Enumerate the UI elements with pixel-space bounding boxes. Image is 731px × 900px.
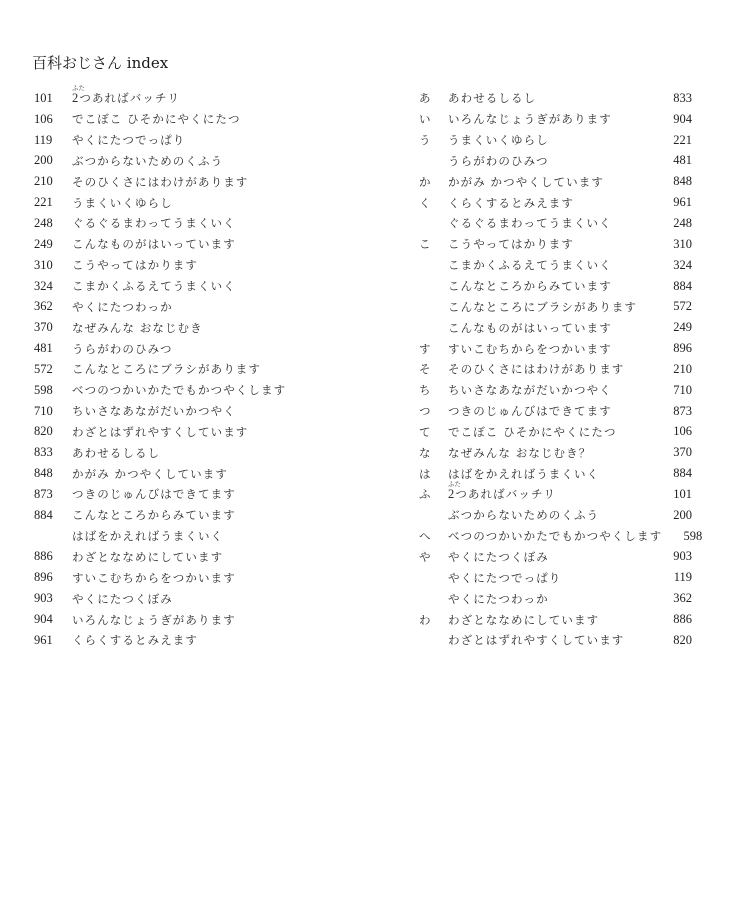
entry-title: ちいさなあながだいかつやく bbox=[72, 404, 236, 419]
entry-title: やくにたつでっぱり bbox=[72, 133, 186, 148]
index-row bbox=[34, 130, 394, 151]
entry-number-digit: 2 bbox=[448, 487, 456, 502]
index-row bbox=[34, 109, 394, 130]
kana-heading: つ bbox=[419, 404, 431, 419]
index-row bbox=[417, 547, 692, 568]
page-number: 873 bbox=[34, 486, 53, 501]
entry-title: そのひくさにはわけがあります bbox=[448, 362, 625, 377]
index-row bbox=[417, 338, 692, 359]
index-row bbox=[34, 401, 394, 422]
page-number: 820 bbox=[673, 632, 692, 647]
page-number: 221 bbox=[673, 132, 692, 147]
kana-heading: そ bbox=[419, 362, 431, 377]
entry-title: こんなところにブラシがあります bbox=[72, 362, 261, 377]
entry-title: こうやってはかります bbox=[72, 258, 198, 273]
index-row bbox=[34, 463, 394, 484]
index-row bbox=[34, 276, 394, 297]
entry-title: つきのじゅんびはできてます bbox=[72, 487, 236, 502]
page-number: 101 bbox=[673, 486, 692, 501]
kana-heading: か bbox=[419, 174, 431, 189]
page-number: 249 bbox=[673, 320, 692, 335]
entry-title: でこぼこ ひそかにやくにたつ bbox=[448, 424, 617, 439]
page-number: 886 bbox=[34, 549, 53, 564]
page-number: 370 bbox=[673, 445, 692, 460]
index-row bbox=[34, 567, 394, 588]
page-number: 362 bbox=[34, 299, 53, 314]
index-row bbox=[417, 380, 692, 401]
index-row bbox=[34, 171, 394, 192]
entry-title: こんなものがはいっています bbox=[72, 237, 236, 252]
index-row bbox=[417, 480, 692, 505]
page-title: 百科おじさん index bbox=[32, 54, 169, 72]
index-row bbox=[34, 359, 394, 380]
page-number: 710 bbox=[34, 403, 53, 418]
furigana: ふた bbox=[72, 84, 85, 93]
entry-title: やくにたつわっか bbox=[448, 591, 549, 606]
index-row bbox=[34, 338, 394, 359]
page-number: 324 bbox=[34, 278, 53, 293]
entry-title: ぐるぐるまわってうまくいく bbox=[72, 216, 236, 231]
index-row bbox=[34, 213, 394, 234]
kana-heading: う bbox=[419, 133, 431, 148]
entry-title: すいこむちからをつかいます bbox=[72, 570, 236, 585]
page-number: 210 bbox=[34, 174, 53, 189]
entry-title: あわせるしるし bbox=[448, 91, 537, 106]
index-row bbox=[417, 422, 692, 443]
entry-title: くらくするとみえます bbox=[448, 195, 574, 210]
index-row bbox=[417, 317, 692, 338]
index-row bbox=[417, 276, 692, 297]
entry-title: こうやってはかります bbox=[448, 237, 574, 252]
index-row bbox=[417, 442, 692, 463]
entry-title: こんなところからみています bbox=[72, 508, 236, 523]
index-row bbox=[417, 213, 692, 234]
entry-number-digit: 2 bbox=[72, 91, 80, 106]
page-number: 961 bbox=[34, 632, 53, 647]
entry-title: こんなものがはいっています bbox=[448, 320, 612, 335]
page-number: 833 bbox=[673, 90, 692, 105]
index-row bbox=[34, 442, 394, 463]
page-number: 106 bbox=[673, 424, 692, 439]
page-number: 598 bbox=[34, 382, 53, 397]
entry-title: なぜみんな おなじむき？ bbox=[448, 445, 592, 460]
index-row bbox=[34, 192, 394, 213]
entry-title: べつのつかいかたでもかつやくします bbox=[72, 383, 287, 398]
page-number: 884 bbox=[673, 278, 692, 293]
kana-heading: へ bbox=[419, 529, 431, 544]
index-row bbox=[417, 151, 692, 172]
page-number: 101 bbox=[34, 90, 53, 105]
index-row bbox=[34, 630, 394, 651]
page-number: 221 bbox=[34, 195, 53, 210]
page-number: 848 bbox=[673, 174, 692, 189]
page-number: 248 bbox=[34, 215, 53, 230]
page-number: 200 bbox=[673, 507, 692, 522]
index-by-number bbox=[34, 84, 394, 651]
index-row bbox=[34, 526, 394, 547]
entry-title-text: つあればバッチリ bbox=[79, 91, 181, 106]
entry-title-text: つあればバッチリ bbox=[455, 487, 557, 502]
entry-title: ちいさなあながだいかつやく bbox=[448, 383, 612, 398]
page-number: 884 bbox=[34, 507, 53, 522]
page-number: 903 bbox=[34, 591, 53, 606]
index-row bbox=[417, 234, 692, 255]
kana-heading: く bbox=[419, 195, 431, 210]
furigana-number bbox=[72, 84, 85, 106]
entry-title: かがみ かつやくしています bbox=[72, 466, 228, 481]
entry-title: わざとななめにしています bbox=[72, 549, 224, 564]
index-row bbox=[417, 130, 692, 151]
entry-title: べつのつかいかたでもかつやくします bbox=[448, 529, 663, 544]
entry-title: わざとななめにしています bbox=[448, 612, 600, 627]
page-number: 848 bbox=[34, 466, 53, 481]
page-number: 904 bbox=[34, 612, 53, 627]
entry-title: こまかくふるえてうまくいく bbox=[72, 279, 236, 294]
kana-heading: て bbox=[419, 424, 431, 439]
index-row bbox=[34, 609, 394, 630]
entry-title: うまくいくゆらし bbox=[448, 133, 549, 148]
kana-heading: す bbox=[419, 341, 431, 356]
page-number: 310 bbox=[34, 257, 53, 272]
page-number: 249 bbox=[34, 236, 53, 251]
index-row bbox=[34, 505, 394, 526]
page-number: 310 bbox=[673, 236, 692, 251]
entry-title: うまくいくゆらし bbox=[72, 195, 173, 210]
page-number: 873 bbox=[673, 403, 692, 418]
page-number: 961 bbox=[673, 195, 692, 210]
entry-title: こんなところにブラシがあります bbox=[448, 299, 637, 314]
index-row bbox=[417, 609, 692, 630]
index-row bbox=[417, 171, 692, 192]
page-number: 362 bbox=[673, 591, 692, 606]
entry-title: いろんなじょうぎがあります bbox=[448, 112, 612, 127]
page-number: 248 bbox=[673, 215, 692, 230]
index-row bbox=[34, 234, 394, 255]
index-row bbox=[417, 588, 692, 609]
index-row bbox=[417, 192, 692, 213]
index-row bbox=[34, 151, 394, 172]
page-number: 106 bbox=[34, 111, 53, 126]
entry-title bbox=[448, 480, 652, 502]
page-number: 904 bbox=[673, 111, 692, 126]
page-number: 572 bbox=[673, 299, 692, 314]
page-number: 833 bbox=[34, 445, 53, 460]
entry-title: いろんなじょうぎがあります bbox=[72, 612, 236, 627]
furigana: ふた bbox=[448, 480, 461, 489]
entry-title: はばをかえればうまくいく bbox=[448, 466, 600, 481]
entry-title: そのひくさにはわけがあります bbox=[72, 174, 249, 189]
index-row bbox=[34, 255, 394, 276]
kana-heading: や bbox=[419, 549, 431, 564]
entry-title: こまかくふるえてうまくいく bbox=[448, 258, 612, 273]
page-number: 370 bbox=[34, 320, 53, 335]
page-number: 481 bbox=[673, 153, 692, 168]
page-number: 210 bbox=[673, 361, 692, 376]
entry-title: うらがわのひみつ bbox=[448, 153, 549, 168]
entry-title: すいこむちからをつかいます bbox=[448, 341, 612, 356]
index-row bbox=[34, 588, 394, 609]
entry-title: でこぼこ ひそかにやくにたつ bbox=[72, 112, 241, 127]
index-row bbox=[417, 359, 692, 380]
kana-heading: こ bbox=[419, 237, 431, 252]
index-row bbox=[34, 422, 394, 443]
entry-title: やくにたつくぼみ bbox=[448, 549, 549, 564]
index-row bbox=[417, 88, 692, 109]
entry-title: はばをかえればうまくいく bbox=[72, 529, 224, 544]
kana-heading: ち bbox=[419, 383, 431, 398]
page-number: 710 bbox=[673, 382, 692, 397]
page-number: 896 bbox=[673, 341, 692, 356]
kana-heading: ふ bbox=[419, 487, 431, 502]
page-number: 884 bbox=[673, 466, 692, 481]
page-number: 119 bbox=[673, 570, 692, 585]
kana-heading: い bbox=[419, 112, 431, 127]
page-number: 896 bbox=[34, 570, 53, 585]
page-number: 200 bbox=[34, 153, 53, 168]
index-row bbox=[34, 547, 394, 568]
entry-title: うらがわのひみつ bbox=[72, 341, 173, 356]
entry-title: わざとはずれやすくしています bbox=[448, 633, 625, 648]
entry-title: こんなところからみています bbox=[448, 279, 612, 294]
page-number: 119 bbox=[34, 132, 53, 147]
index-row bbox=[34, 380, 394, 401]
entry-title: やくにたつでっぱり bbox=[448, 570, 562, 585]
index-row bbox=[417, 255, 692, 276]
index-row bbox=[34, 484, 394, 505]
entry-title: つきのじゅんびはできてます bbox=[448, 404, 612, 419]
entry-title: ぐるぐるまわってうまくいく bbox=[448, 216, 612, 231]
page-number: 820 bbox=[34, 424, 53, 439]
entry-title: ぶつからないためのくふう bbox=[448, 508, 600, 523]
page-number: 903 bbox=[673, 549, 692, 564]
index-row bbox=[34, 296, 394, 317]
index-row bbox=[417, 630, 692, 651]
entry-title: わざとはずれやすくしています bbox=[72, 424, 249, 439]
index-row bbox=[34, 317, 394, 338]
index-row bbox=[34, 84, 394, 109]
index-row bbox=[417, 505, 692, 526]
entry-title: やくにたつわっか bbox=[72, 299, 173, 314]
index-row bbox=[417, 526, 703, 547]
kana-heading: は bbox=[419, 466, 431, 481]
entry-title: なぜみんな おなじむき bbox=[72, 320, 203, 335]
entry-title: やくにたつくぼみ bbox=[72, 591, 173, 606]
kana-heading: な bbox=[419, 445, 431, 460]
page-number: 886 bbox=[673, 612, 692, 627]
page-number: 324 bbox=[673, 257, 692, 272]
entry-title: ぶつからないためのくふう bbox=[72, 153, 224, 168]
entry-title: かがみ かつやくしています bbox=[448, 174, 604, 189]
kana-heading: あ bbox=[419, 91, 431, 106]
furigana-number bbox=[448, 480, 461, 502]
page-number: 572 bbox=[34, 361, 53, 376]
entry-title: あわせるしるし bbox=[72, 445, 161, 460]
index-row bbox=[417, 401, 692, 422]
index-row bbox=[417, 567, 692, 588]
page-number: 481 bbox=[34, 341, 53, 356]
page-number: 598 bbox=[683, 528, 703, 543]
index-row bbox=[417, 109, 692, 130]
kana-heading: わ bbox=[419, 612, 431, 627]
index-row bbox=[417, 296, 692, 317]
entry-title bbox=[72, 84, 394, 106]
index-by-kana bbox=[417, 88, 703, 651]
entry-title: くらくするとみえます bbox=[72, 633, 198, 648]
